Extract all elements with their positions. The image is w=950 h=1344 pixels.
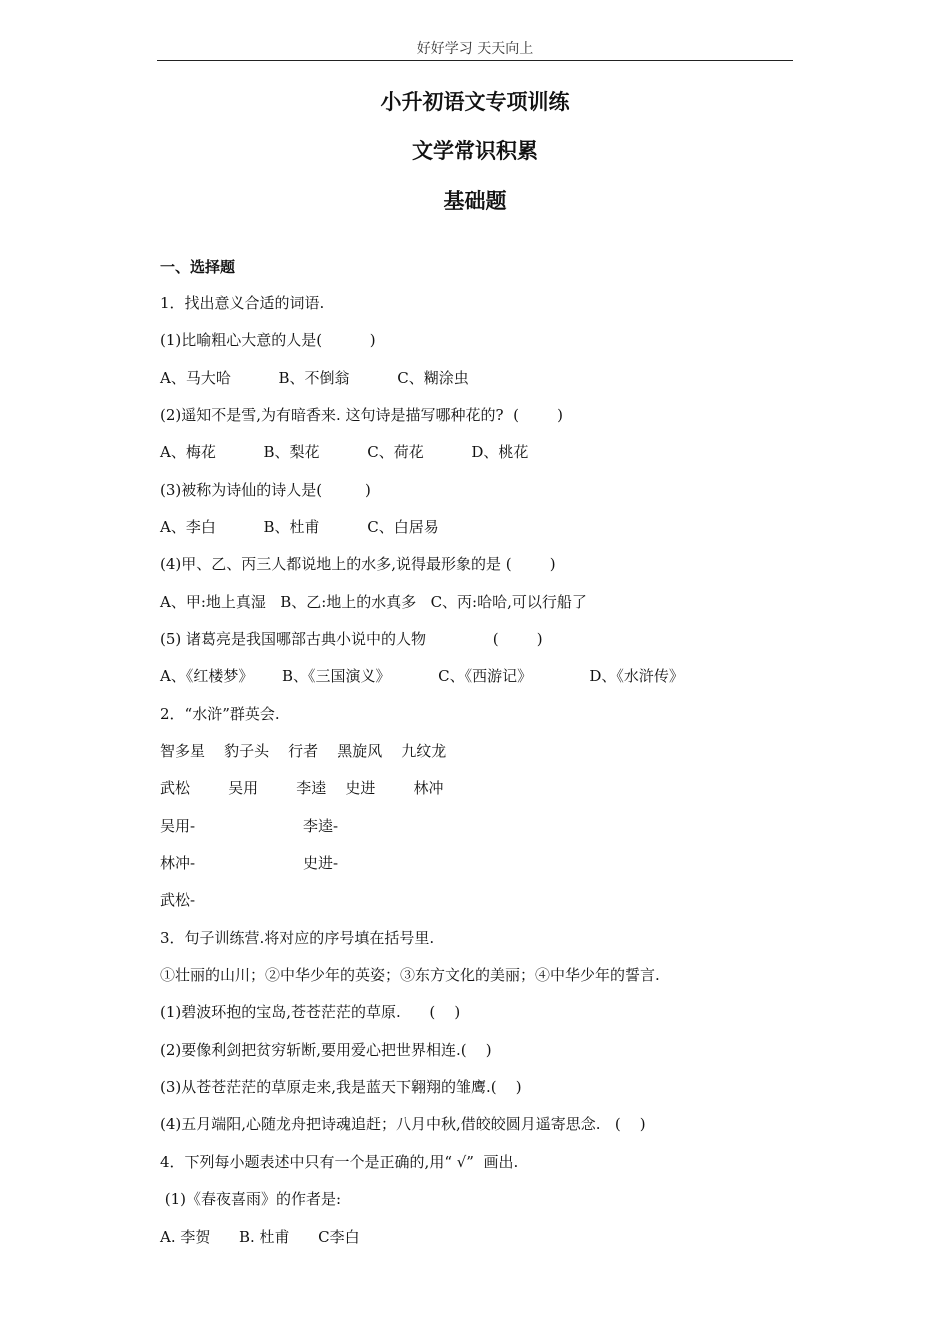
question-2-names: 武松 吴用 李逵 史进 林冲 [160, 779, 444, 797]
page-header: 好好学习 天天向上 [416, 41, 534, 57]
question-4-1-options: A. 李贺 B. 杜甫 C李白 [160, 1228, 360, 1246]
main-title: 小升初语文专项训练 [380, 90, 570, 114]
level-title: 基础题 [443, 189, 507, 213]
question-1-3-options: A、李白 B、杜甫 C、白居易 [160, 518, 439, 536]
question-1-5-options: A、《红楼梦》 B、《三国演义》 C、《西游记》 D、《水浒传》 [160, 667, 684, 685]
question-1-4: (4)甲、乙、丙三人都说地上的水多,说得最形象的是 ( ) [160, 555, 556, 573]
match-likui: 李逵- [303, 817, 339, 835]
question-1-2: (2)遥知不是雪,为有暗香来. 这句诗是描写哪种花的? ( ) [160, 406, 563, 424]
question-4-1: (1)《春夜喜雨》的作者是: [160, 1190, 342, 1208]
question-1-4-options: A、甲:地上真湿 B、乙:地上的水真多 C、丙:哈哈,可以行船了 [160, 593, 587, 611]
question-3-items: ①壮丽的山川；②中华少年的英姿；③东方文化的美丽；④中华少年的誓言. [160, 966, 660, 984]
question-1-3: (3)被称为诗仙的诗人是( ) [160, 481, 371, 499]
question-3-4: (4)五月端阳,心随龙舟把诗魂追赶；八月中秋,借皎皎圆月遥寄思念. ( ) [160, 1115, 646, 1133]
question-4: 4．下列每小题表述中只有一个是正确的,用“ √” 画出. [160, 1153, 519, 1171]
question-3-2: (2)要像利剑把贫穷斩断,要用爱心把世界相连.( ) [160, 1041, 492, 1059]
question-3-3: (3)从苍苍茫茫的草原走来,我是蓝天下翱翔的雏鹰.( ) [160, 1078, 522, 1096]
question-2: 2．“水浒”群英会. [160, 705, 280, 723]
question-1-2-options: A、梅花 B、梨花 C、荷花 D、桃花 [160, 443, 529, 461]
match-wuyong: 吴用- [160, 817, 196, 835]
question-1: 1．找出意义合适的词语. [160, 294, 325, 312]
match-linchong: 林冲- [160, 854, 196, 872]
question-2-nicknames: 智多星 豹子头 行者 黑旋风 九纹龙 [160, 742, 447, 760]
sub-title: 文学常识积累 [412, 139, 538, 163]
question-1-5: (5) 诸葛亮是我国哪部古典小说中的人物 ( ) [160, 630, 543, 648]
header-rule [157, 60, 793, 61]
match-wusong: 武松- [160, 891, 196, 909]
question-1-1: (1)比喻粗心大意的人是( ) [160, 331, 376, 349]
question-3-1: (1)碧波环抱的宝岛,苍苍茫茫的草原. ( ) [160, 1003, 461, 1021]
match-shijin: 史进- [303, 854, 339, 872]
question-3: 3．句子训练营.将对应的序号填在括号里. [160, 929, 435, 947]
question-1-1-options: A、马大哈 B、不倒翁 C、糊涂虫 [160, 369, 469, 387]
section-heading-choice: 一、选择题 [160, 258, 236, 276]
